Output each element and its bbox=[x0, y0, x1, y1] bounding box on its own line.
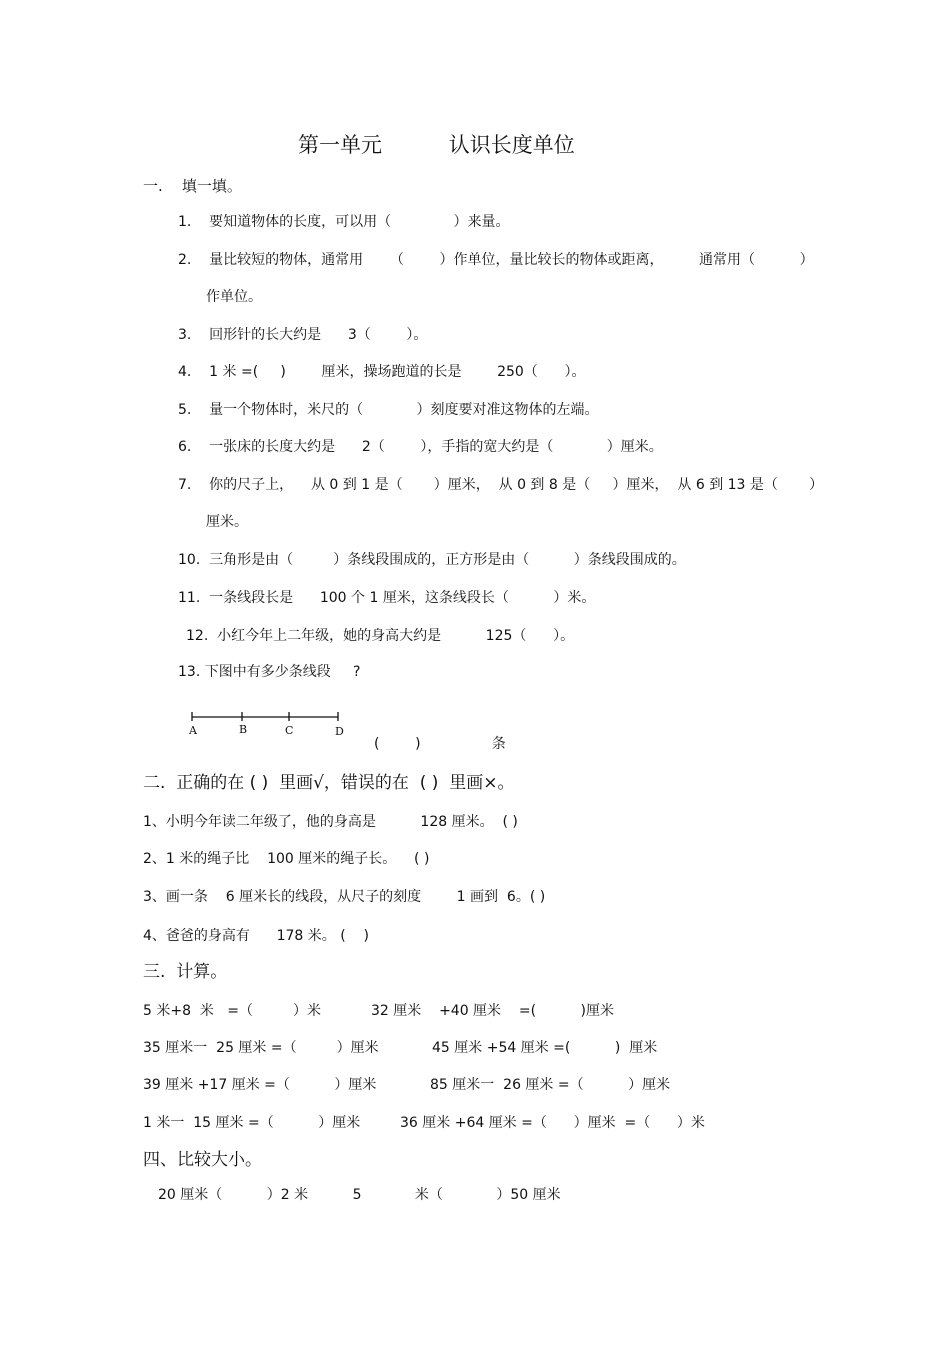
q1-7-cont: 厘米。 bbox=[206, 514, 248, 530]
calc-1a: 5 米+8 米 =（ ）米 bbox=[143, 1003, 322, 1019]
q1-1: 1. 要知道物体的长度，可以用（ ）来量。 bbox=[178, 214, 510, 230]
q1-11: 11. 一条线段长是 100 个 1 厘米，这条线段长（ ）米。 bbox=[178, 590, 596, 606]
q1-3: 3. 回形针的长大约是 3（ ）。 bbox=[178, 327, 428, 343]
label-d: D bbox=[335, 725, 344, 738]
page-title: 第一单元 认识长度单位 bbox=[298, 133, 575, 157]
q2-1: 1、小明今年读二年级了，他的身高是 128 厘米。 ( ) bbox=[143, 814, 518, 830]
section-3-heading: 三. 计算。 bbox=[143, 962, 228, 982]
line-segment-diagram bbox=[186, 706, 346, 740]
calc-3a: 39 厘米 +17 厘米 =（ ）厘米 bbox=[143, 1077, 377, 1093]
q1-2: 2. 量比较短的物体，通常用 （ ）作单位，量比较长的物体或距离， 通常用（ ） bbox=[178, 252, 814, 268]
label-c: C bbox=[285, 724, 294, 737]
q1-6: 6. 一张床的长度大约是 2（ ），手指的宽大约是（ ）厘米。 bbox=[178, 439, 663, 455]
label-a: A bbox=[189, 724, 197, 737]
q1-2-cont: 作单位。 bbox=[206, 289, 262, 305]
section-2-heading: 二. 正确的在 ( ) 里画√，错误的在 ( ) 里画×。 bbox=[143, 773, 515, 793]
section-1-heading: 一. 填一填。 bbox=[143, 177, 242, 195]
calc-2a: 35 厘米一 25 厘米 =（ ）厘米 bbox=[143, 1040, 379, 1056]
q1-5: 5. 量一个物体时，米尺的（ ）刻度要对准这物体的左端。 bbox=[178, 402, 599, 418]
q1-13-answer: ( ) 条 bbox=[374, 736, 506, 752]
calc-2b: 45 厘米 +54 厘米 =( ) 厘米 bbox=[432, 1040, 658, 1056]
calc-4a: 1 米一 15 厘米 =（ ）厘米 bbox=[143, 1115, 361, 1131]
calc-3b: 85 厘米一 26 厘米 =（ ）厘米 bbox=[430, 1077, 671, 1093]
calc-1b: 32 厘米 +40 厘米 =( )厘米 bbox=[371, 1003, 615, 1019]
q2-2: 2、1 米的绳子比 100 厘米的绳子长。 ( ) bbox=[143, 851, 430, 867]
q1-4: 4. 1 米 =( ) 厘米，操场跑道的长是 250（ ）。 bbox=[178, 364, 586, 380]
q1-13: 13. 下图中有多少条线段 ? bbox=[178, 664, 361, 680]
label-b: B bbox=[239, 723, 248, 736]
q2-3: 3、画一条 6 厘米长的线段，从尺子的刻度 1 画到 6。( ) bbox=[143, 889, 546, 905]
compare-line: 20 厘米（ ）2 米 5 米（ ）50 厘米 bbox=[158, 1187, 561, 1203]
q1-10: 10. 三角形是由（ ）条线段围成的，正方形是由（ ）条线段围成的。 bbox=[178, 552, 686, 568]
q1-12: 12. 小红今年上二年级，她的身高大约是 125（ ）。 bbox=[186, 628, 575, 644]
q2-4: 4、爸爸的身高有 178 米。 ( ) bbox=[143, 928, 369, 944]
q1-7: 7. 你的尺子上， 从 0 到 1 是（ ）厘米， 从 0 到 8 是（ ）厘米， 从 6 到 13 是（ ） bbox=[178, 477, 824, 493]
calc-4b: 36 厘米 +64 厘米 =（ ）厘米 =（ ）米 bbox=[400, 1115, 705, 1131]
section-4-heading: 四、比较大小。 bbox=[143, 1150, 262, 1170]
